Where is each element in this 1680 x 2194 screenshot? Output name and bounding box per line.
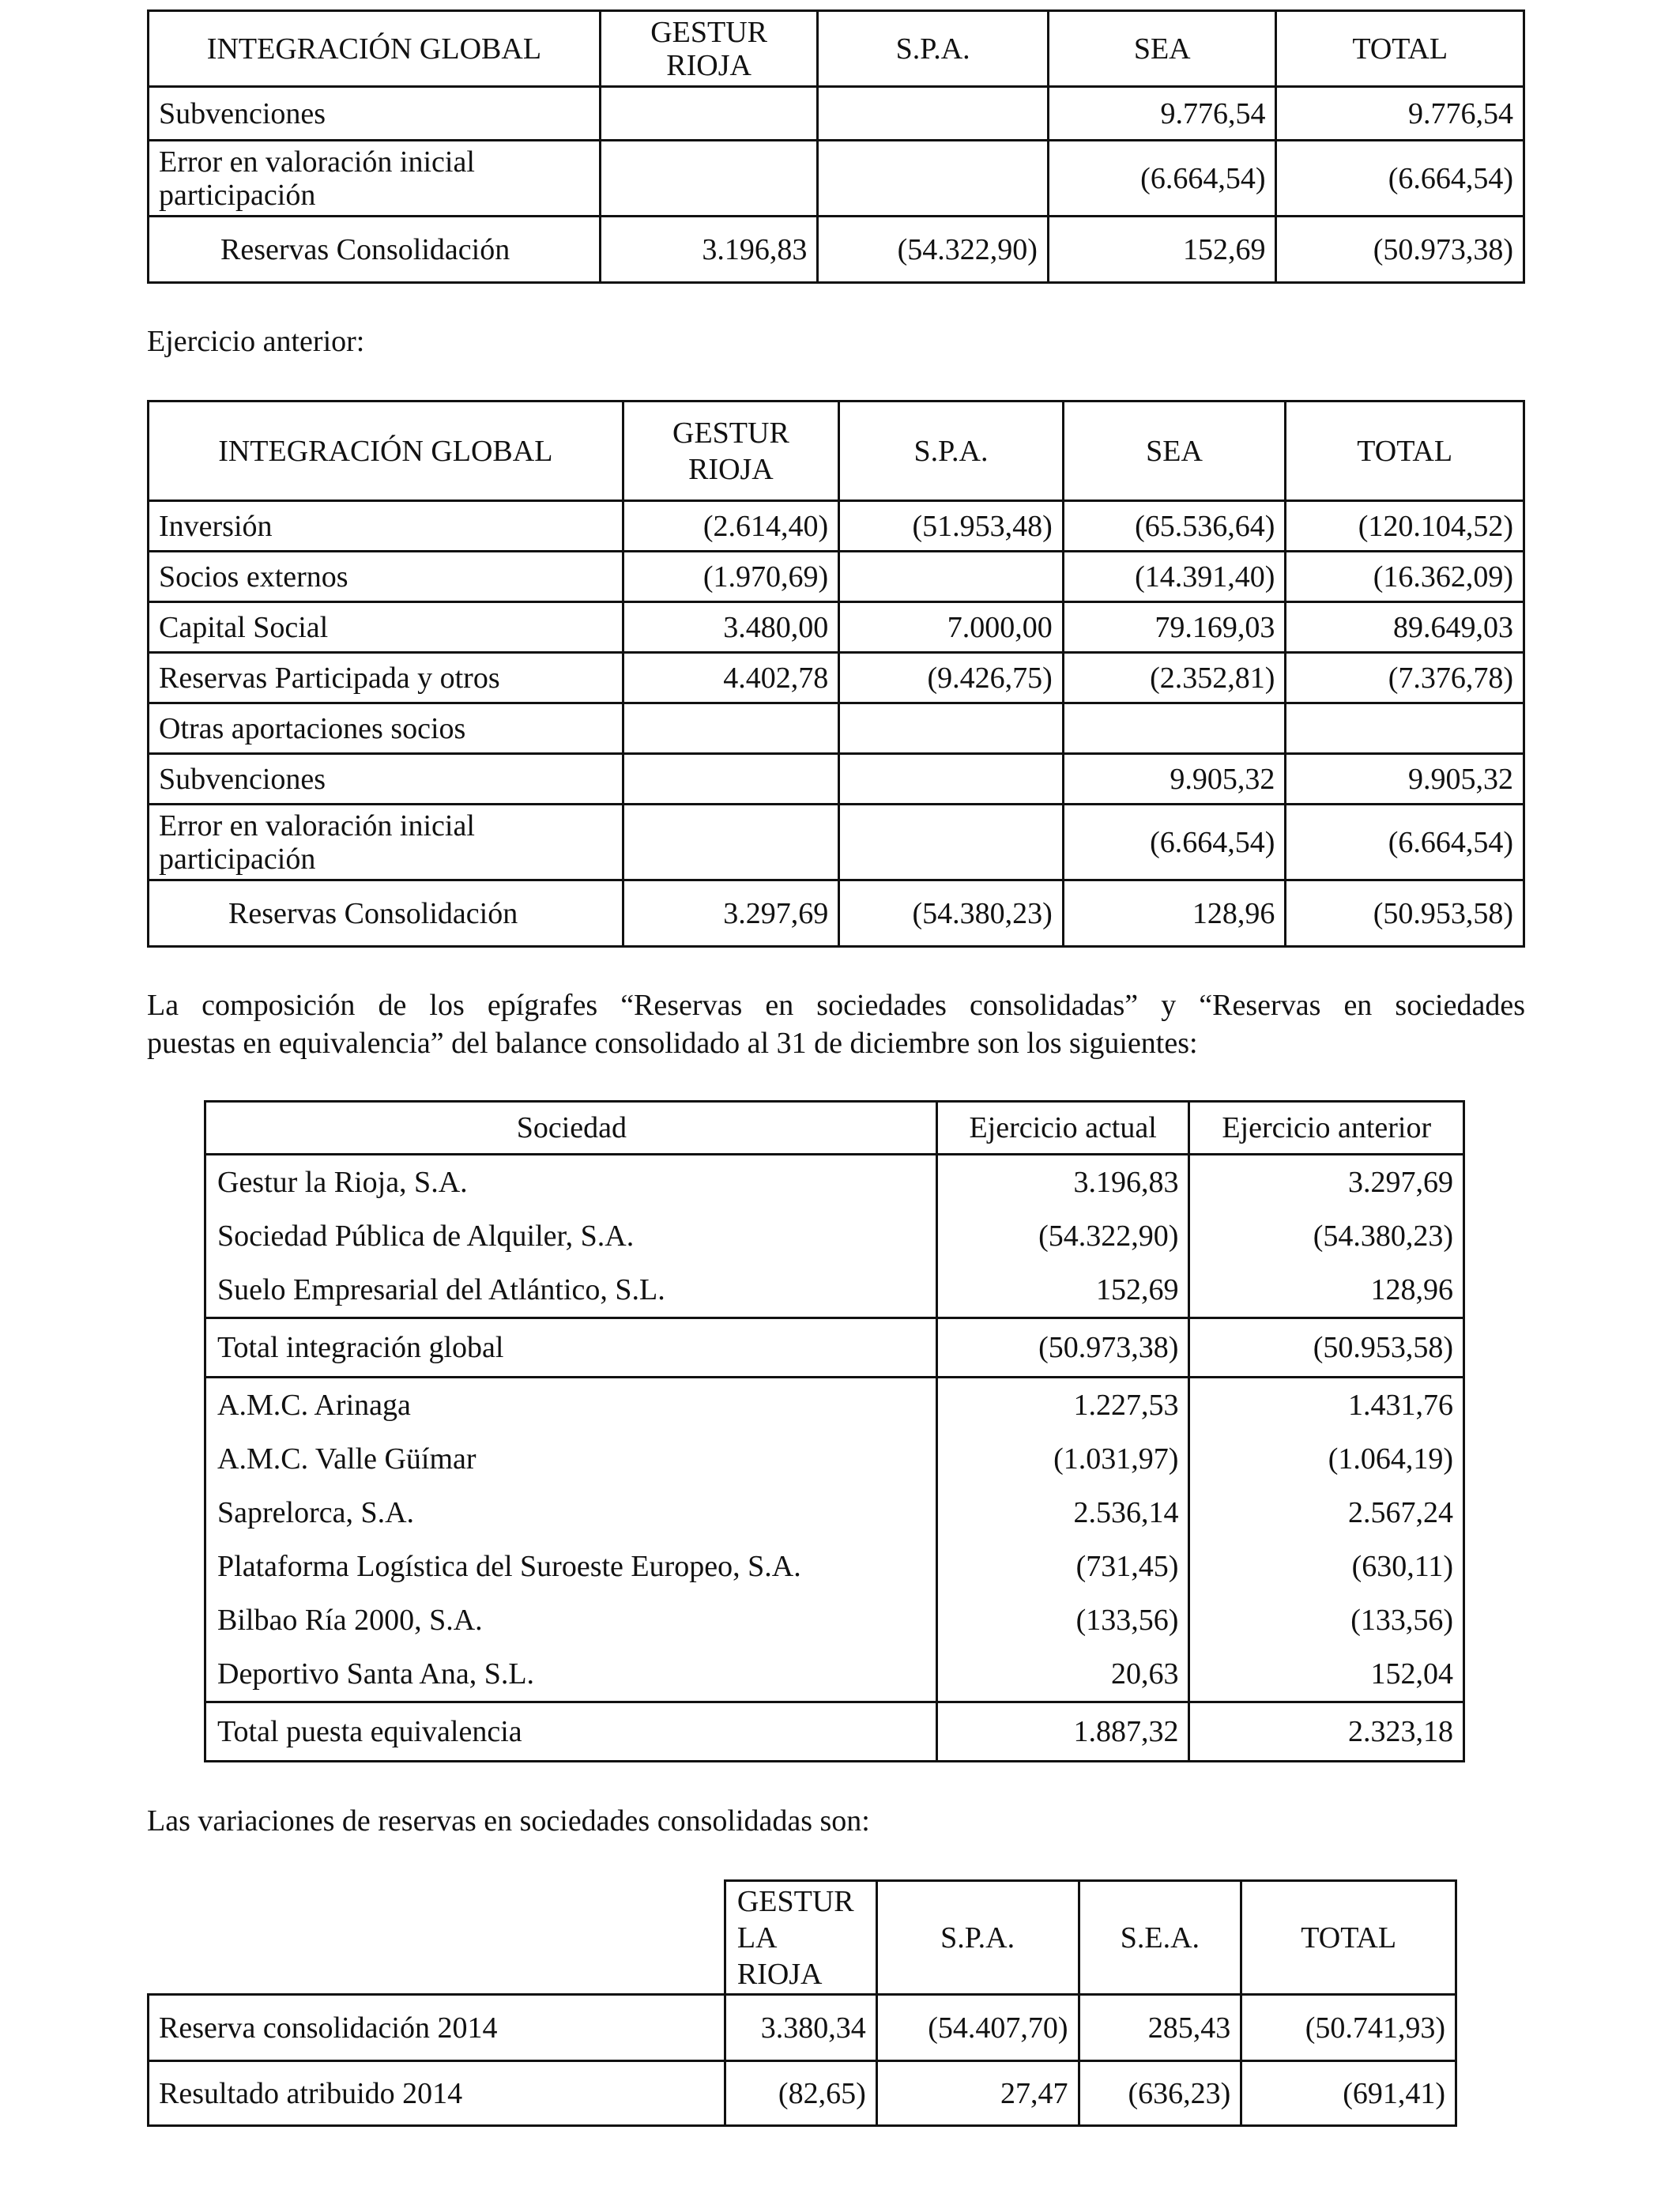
cell-spa [818, 87, 1049, 141]
header-gestur-line: GESTUR [650, 15, 767, 49]
row-label: Resultado atribuido 2014 [149, 2061, 725, 2126]
cell-spa [839, 754, 1064, 805]
table-row [205, 1540, 1464, 1593]
cell-actual: (1.031,97) [936, 1432, 1189, 1486]
row-label: Socios externos [149, 552, 623, 602]
row-label: Subvenciones [149, 754, 623, 805]
header-spa: S.P.A. [818, 11, 1049, 87]
cell-anterior: 2.567,24 [1189, 1486, 1464, 1540]
header-integracion-global: INTEGRACIÓN GLOBAL [149, 401, 623, 501]
header-spa: S.P.A. [839, 401, 1064, 501]
table-row [205, 1378, 1464, 1433]
cell-anterior: 3.297,69 [1189, 1155, 1464, 1210]
table-row [149, 754, 1524, 805]
row-label [149, 805, 623, 880]
row-label: Subvenciones [149, 87, 601, 141]
header-gestur-line: GESTUR [736, 1884, 854, 1918]
cell-anterior: (54.380,23) [1189, 1209, 1464, 1263]
table-current-year [147, 9, 1525, 284]
cell-spa: (54.322,90) [818, 217, 1049, 283]
header-ejercicio-anterior: Ejercicio anterior [1189, 1102, 1464, 1155]
row-label-line: participación [159, 842, 316, 876]
cell-total: (50.973,38) [1276, 217, 1524, 283]
header-gestur-rioja [600, 11, 818, 87]
row-label: Capital Social [149, 602, 623, 653]
label-prior-year: Ejercicio anterior: [147, 325, 365, 358]
company-name: A.M.C. Valle Güímar [205, 1432, 937, 1486]
row-label-line: Error en valoración inicial [159, 809, 475, 843]
header-spa: S.P.A. [876, 1881, 1079, 1995]
cell-sea: (636,23) [1079, 2061, 1241, 2126]
header-gestur-line: RIOJA [688, 452, 774, 486]
cell-anterior: (630,11) [1189, 1540, 1464, 1593]
cell-gestur [623, 703, 839, 754]
cell-total: (16.362,09) [1286, 552, 1524, 602]
cell-gestur: 3.480,00 [623, 602, 839, 653]
table-row [149, 87, 1524, 141]
cell-sea: (6.664,54) [1063, 805, 1286, 880]
table-total-row [149, 217, 1524, 283]
header-ejercicio-actual: Ejercicio actual [936, 1102, 1189, 1155]
cell-sea: (65.536,64) [1063, 501, 1286, 552]
company-name: A.M.C. Arinaga [205, 1378, 937, 1433]
table-row [205, 1155, 1464, 1210]
table-row [149, 602, 1524, 653]
cell-sea [1063, 703, 1286, 754]
table-prior-year [147, 400, 1525, 948]
cell-spa [839, 552, 1064, 602]
cell-total: (120.104,52) [1286, 501, 1524, 552]
cell-gestur [623, 805, 839, 880]
cell-actual: (731,45) [936, 1540, 1189, 1593]
cell-sea: (2.352,81) [1063, 653, 1286, 703]
header-gestur-line: RIOJA [736, 1957, 823, 1991]
cell-gestur: (1.970,69) [623, 552, 839, 602]
table-row [205, 1263, 1464, 1318]
row-label: Reserva consolidación 2014 [149, 1995, 725, 2061]
paragraph-line: La composición de los epígrafes “Reservas en sociedades consolidadas” y “Reservas en sociedades [147, 989, 1525, 1022]
cell-spa [839, 703, 1064, 754]
table-row [205, 1432, 1464, 1486]
cell-total: 9.776,54 [1276, 87, 1524, 141]
table-total-row [149, 880, 1524, 947]
cell-anterior: 2.323,18 [1189, 1702, 1464, 1762]
company-name: Bilbao Ría 2000, S.A. [205, 1593, 937, 1647]
cell-actual: 20,63 [936, 1647, 1189, 1702]
cell-gestur: 3.380,34 [725, 1995, 876, 2061]
cell-gestur: 4.402,78 [623, 653, 839, 703]
cell-gestur [600, 87, 818, 141]
table-total-row [205, 1318, 1464, 1378]
header-gestur-line: LA [736, 1921, 778, 1955]
cell-anterior: (50.953,58) [1189, 1318, 1464, 1378]
row-label-line: participación [159, 178, 316, 212]
table-row [149, 2061, 1456, 2126]
header-total: TOTAL [1286, 401, 1524, 501]
table-row [205, 1593, 1464, 1647]
header-sociedad: Sociedad [205, 1102, 937, 1155]
cell-gestur: (82,65) [725, 2061, 876, 2126]
cell-anterior: 128,96 [1189, 1263, 1464, 1318]
table-row [149, 552, 1524, 602]
cell-anterior: 152,04 [1189, 1647, 1464, 1702]
cell-spa [818, 141, 1049, 217]
paragraph-line: puestas en equivalencia” del balance consolidado al 31 de diciembre son los siguientes: [147, 1027, 1198, 1060]
composition-paragraph [147, 986, 1525, 1062]
table-row [149, 703, 1524, 754]
total-label: Total puesta equivalencia [205, 1702, 937, 1762]
table-row [149, 141, 1524, 217]
header-total: TOTAL [1276, 11, 1524, 87]
row-label [149, 141, 601, 217]
cell-total: (691,41) [1241, 2061, 1456, 2126]
header-gestur-line: RIOJA [666, 48, 751, 82]
cell-actual: (54.322,90) [936, 1209, 1189, 1263]
cell-total: (6.664,54) [1286, 805, 1524, 880]
cell-sea: 79.169,03 [1063, 602, 1286, 653]
company-name: Sociedad Pública de Alquiler, S.A. [205, 1209, 937, 1263]
header-sea: S.E.A. [1079, 1881, 1241, 1995]
table-variations [147, 1879, 1457, 2127]
table-row [149, 653, 1524, 703]
cell-sea: (6.664,54) [1048, 141, 1276, 217]
cell-sea: 9.776,54 [1048, 87, 1276, 141]
company-name: Gestur la Rioja, S.A. [205, 1155, 937, 1210]
cell-sea: (14.391,40) [1063, 552, 1286, 602]
cell-actual: 1.887,32 [936, 1702, 1189, 1762]
cell-spa: 27,47 [876, 2061, 1079, 2126]
cell-spa: (9.426,75) [839, 653, 1064, 703]
table-total-row [205, 1702, 1464, 1762]
cell-spa: 7.000,00 [839, 602, 1064, 653]
header-gestur-line: GESTUR [672, 416, 789, 450]
row-label-line: Error en valoración inicial [159, 145, 475, 179]
cell-gestur [600, 141, 818, 217]
cell-total: (50.953,58) [1286, 880, 1524, 947]
cell-sea: 152,69 [1048, 217, 1276, 283]
row-label: Otras aportaciones socios [149, 703, 623, 754]
cell-sea: 128,96 [1063, 880, 1286, 947]
cell-gestur [623, 754, 839, 805]
cell-spa: (51.953,48) [839, 501, 1064, 552]
header-sea: SEA [1048, 11, 1276, 87]
table-row [205, 1647, 1464, 1702]
cell-spa: (54.380,23) [839, 880, 1064, 947]
header-blank [149, 1881, 725, 1995]
row-label: Inversión [149, 501, 623, 552]
cell-anterior: (1.064,19) [1189, 1432, 1464, 1486]
table-row [149, 805, 1524, 880]
table-row [205, 1486, 1464, 1540]
cell-anterior: (133,56) [1189, 1593, 1464, 1647]
cell-total [1286, 703, 1524, 754]
cell-actual: 152,69 [936, 1263, 1189, 1318]
label-variations: Las variaciones de reservas en sociedades consolidadas son: [147, 1804, 870, 1838]
row-label: Reservas Consolidación [149, 217, 601, 283]
cell-gestur: (2.614,40) [623, 501, 839, 552]
cell-total: (6.664,54) [1276, 141, 1524, 217]
company-name: Plataforma Logística del Suroeste Europeo, S.A. [205, 1540, 937, 1593]
row-label: Reservas Consolidación [149, 880, 623, 947]
table-composition [204, 1100, 1465, 1762]
cell-spa [839, 805, 1064, 880]
cell-total: 9.905,32 [1286, 754, 1524, 805]
cell-total: 89.649,03 [1286, 602, 1524, 653]
row-label: Reservas Participada y otros [149, 653, 623, 703]
cell-actual: (50.973,38) [936, 1318, 1189, 1378]
cell-sea: 9.905,32 [1063, 754, 1286, 805]
table-row [149, 1995, 1456, 2061]
table-row [149, 501, 1524, 552]
cell-total: (7.376,78) [1286, 653, 1524, 703]
cell-gestur: 3.196,83 [600, 217, 818, 283]
cell-actual: 1.227,53 [936, 1378, 1189, 1433]
cell-actual: (133,56) [936, 1593, 1189, 1647]
total-label: Total integración global [205, 1318, 937, 1378]
header-integracion-global: INTEGRACIÓN GLOBAL [149, 11, 601, 87]
cell-total: (50.741,93) [1241, 1995, 1456, 2061]
cell-actual: 2.536,14 [936, 1486, 1189, 1540]
company-name: Suelo Empresarial del Atlántico, S.L. [205, 1263, 937, 1318]
cell-actual: 3.196,83 [936, 1155, 1189, 1210]
cell-gestur: 3.297,69 [623, 880, 839, 947]
cell-anterior: 1.431,76 [1189, 1378, 1464, 1433]
company-name: Saprelorca, S.A. [205, 1486, 937, 1540]
cell-spa: (54.407,70) [876, 1995, 1079, 2061]
header-total: TOTAL [1241, 1881, 1456, 1995]
header-gestur-la-rioja [725, 1881, 876, 1995]
header-sea: SEA [1063, 401, 1286, 501]
header-gestur-rioja [623, 401, 839, 501]
company-name: Deportivo Santa Ana, S.L. [205, 1647, 937, 1702]
cell-sea: 285,43 [1079, 1995, 1241, 2061]
table-row [205, 1209, 1464, 1263]
